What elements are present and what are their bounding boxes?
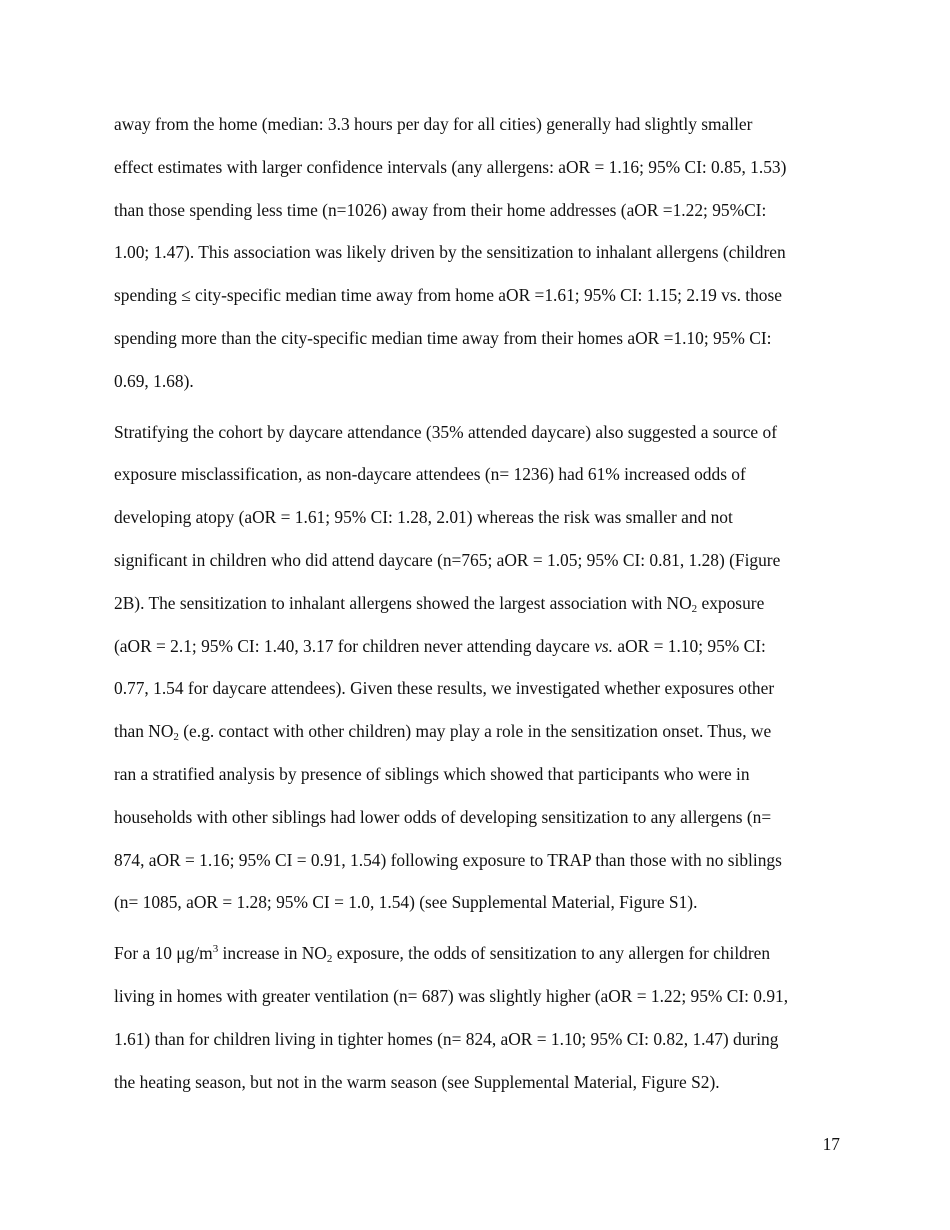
text-line <box>114 881 844 924</box>
text-run: (e.g. contact with other children) may play a role in the sensitization onset. Thus, we <box>178 721 772 742</box>
text-run: 1.61) than for children living in tighter homes (n= 824, aOR = 1.10; 95% CI: 0.82, 1.47) during <box>114 1028 779 1049</box>
text-run: away from the home (median: 3.3 hours per day for all cities) generally had slightly smaller <box>114 114 753 134</box>
page-number: 17 <box>822 1134 840 1154</box>
text-line <box>114 625 844 668</box>
text-line <box>114 975 844 1018</box>
text-line <box>114 189 844 232</box>
text-line <box>114 796 844 839</box>
text-run: 0.69, 1.68). <box>114 370 194 391</box>
text-line <box>114 1061 844 1104</box>
text-run: exposure, the odds of sensitization to any allergen for children <box>332 943 771 964</box>
text-run: Stratifying the cohort by daycare attendance (35% attended daycare) also suggested a source of <box>114 421 777 442</box>
text-run: spending more than the city-specific median time away from their homes aOR =1.10; 95% CI: <box>114 327 772 348</box>
text-run: than NO <box>114 721 174 742</box>
text-line <box>114 710 844 753</box>
text-run: 874, aOR = 1.16; 95% CI = 0.91, 1.54) following exposure to TRAP than those with no siblings <box>114 849 782 870</box>
text-line <box>114 539 844 582</box>
text-run: effect estimates with larger confidence intervals (any allergens: aOR = 1.16; 95% CI: 0.85, 1.53) <box>114 156 787 177</box>
text-line <box>114 496 844 539</box>
text-run: (n= 1085, aOR = 1.28; 95% CI = 1.0, 1.54) (see Supplemental Material, Figure S1). <box>114 892 698 913</box>
paragraph-ventilation <box>114 932 844 1103</box>
text-line <box>114 1018 844 1061</box>
text-run: households with other siblings had lower odds of developing sensitization to any allergens (n= <box>114 806 772 827</box>
text-run: significant in children who did attend daycare (n=765; aOR = 1.05; 95% CI: 0.81, 1.28) (Figure <box>114 549 781 570</box>
text-run: aOR = 1.10; 95% CI: <box>613 635 766 656</box>
text-run: the heating season, but not in the warm season (see Supplemental Material, Figure S2). <box>114 1071 720 1092</box>
text-line <box>114 411 844 454</box>
text-line <box>114 753 844 796</box>
text-run: exposure <box>697 592 765 613</box>
text-run: living in homes with greater ventilation (n= 687) was slightly higher (aOR = 1.22; 95% CI: 0.91, <box>114 985 789 1006</box>
text-line <box>114 839 844 882</box>
text-line <box>114 453 844 496</box>
text-run: 2B). The sensitization to inhalant allergens showed the largest association with NO <box>114 592 692 613</box>
subscript: 2 <box>326 953 333 966</box>
text-line <box>114 317 844 360</box>
text-line <box>114 103 844 146</box>
text-run: increase in NO <box>218 943 327 964</box>
superscript: 3 <box>212 943 219 956</box>
document-body <box>114 103 844 1103</box>
text-run: For a 10 μg/m <box>114 943 213 964</box>
text-run: 0.77, 1.54 for daycare attendees). Given these results, we investigated whether exposures other <box>114 678 775 699</box>
text-line <box>114 146 844 189</box>
subscript: 2 <box>173 731 179 744</box>
text-run: 1.00; 1.47). This association was likely driven by the sensitization to inhalant allergens (children <box>114 242 786 263</box>
subscript: 2 <box>691 602 698 615</box>
paragraph-daycare-stratification <box>114 411 844 925</box>
italic-text: vs. <box>594 635 614 656</box>
text-run: developing atopy (aOR = 1.61; 95% CI: 1.28, 2.01) whereas the risk was smaller and not <box>114 507 733 528</box>
text-line <box>114 274 844 317</box>
text-line <box>114 231 844 274</box>
text-line <box>114 360 844 403</box>
text-line <box>114 667 844 710</box>
text-run: ran a stratified analysis by presence of siblings which showed that participants who were in <box>114 763 750 784</box>
paragraph-time-away <box>114 103 844 403</box>
text-line <box>114 582 844 625</box>
text-run: spending ≤ city-specific median time away from home aOR =1.61; 95% CI: 1.15; 2.19 vs. those <box>114 285 782 306</box>
text-run: than those spending less time (n=1026) away from their home addresses (aOR =1.22; 95%CI: <box>114 199 767 220</box>
text-line <box>114 932 844 975</box>
text-run: (aOR = 2.1; 95% CI: 1.40, 3.17 for children never attending daycare <box>114 635 595 656</box>
text-run: exposure misclassification, as non-daycare attendees (n= 1236) had 61% increased odds of <box>114 464 746 485</box>
